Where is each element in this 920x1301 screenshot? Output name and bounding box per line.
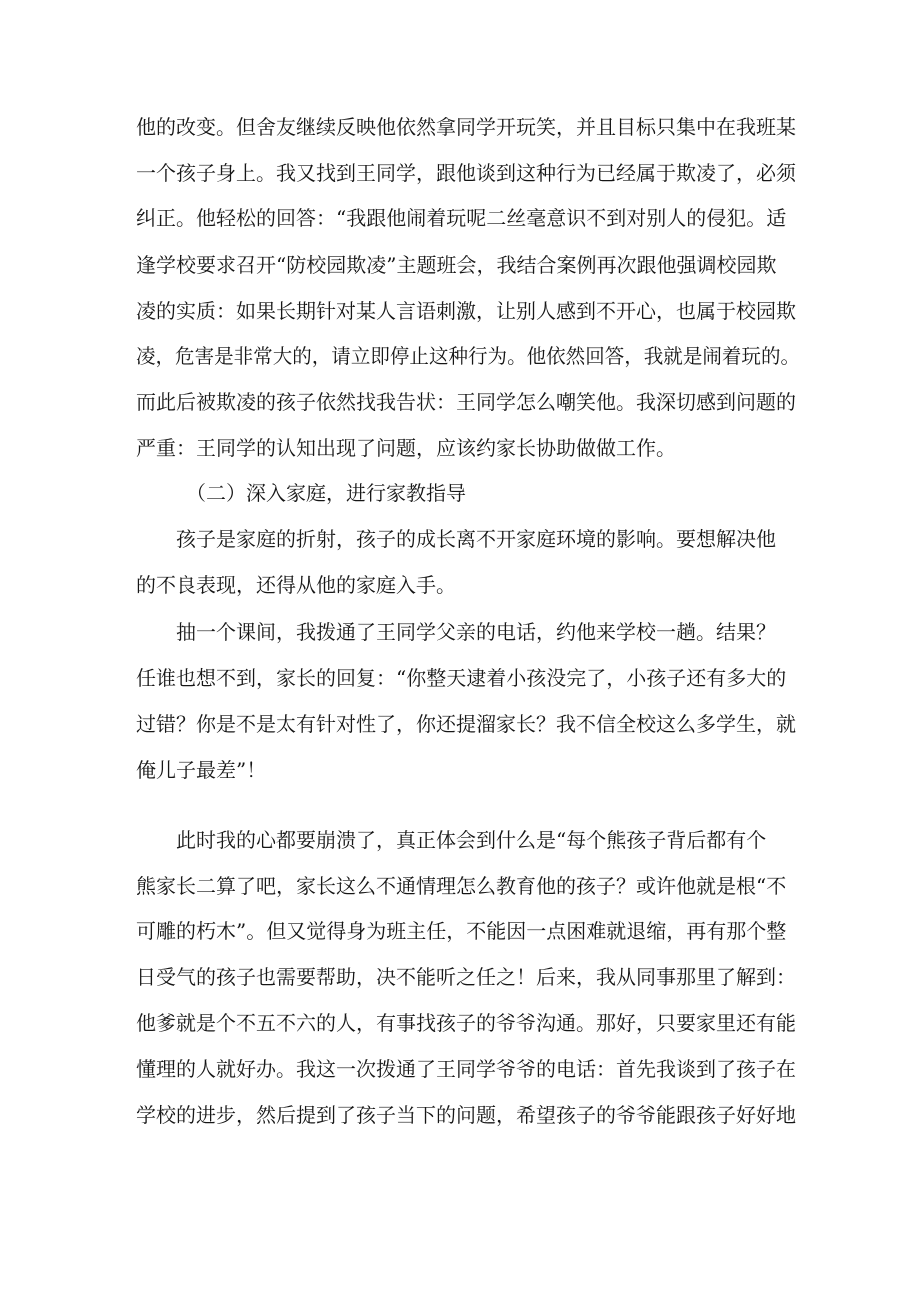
text-line: 他的改变。但舍友继续反映他依然拿同学开玩笑，并且目标只集中在我班某 — [136, 115, 796, 139]
text-line: 抽一个课间，我拨通了王同学父亲的电话，约他来学校一趟。结果？ — [176, 620, 776, 644]
text-line: 的不良表现，还得从他的家庭入手。 — [136, 573, 456, 597]
text-line: 过错？你是不是太有针对性了，你还提溜家长？我不信全校这么多学生，就 — [136, 712, 796, 736]
text-line: 懂理的人就好办。我这一次拨通了王同学爷爷的电话：首先我谈到了孩子在 — [136, 1057, 796, 1081]
text-line: 凌，危害是非常大的，请立即停止这种行为。他依然回答，我就是闹着玩的。 — [136, 344, 801, 368]
text-line: 日受气的孩子也需要帮助，决不能听之任之！后来，我从同事那里了解到： — [136, 965, 796, 989]
text-line: 此时我的心都要崩溃了，真正体会到什么是“每个熊孩子背后都有个 — [176, 828, 767, 852]
text-line: 逢学校要求召开“防校园欺凌”主题班会，我结合案例再次跟他强调校园欺 — [136, 253, 777, 277]
text-line: 凌的实质：如果长期针对某人言语刺激，让别人感到不开心，也属于校园欺 — [136, 299, 796, 323]
text-line: 一个孩子身上。我又找到王同学，跟他谈到这种行为已经属于欺凌了，必须 — [136, 161, 796, 185]
section-heading: （二）深入家庭，进行家教指导 — [186, 481, 466, 505]
text-line: 任谁也想不到，家长的回复：“你整天逮着小孩没完了，小孩子还有多大的 — [136, 666, 787, 690]
text-line: 严重：王同学的认知出现了问题，应该约家长协助做做工作。 — [136, 436, 676, 460]
text-line: 熊家长二算了吧，家长这么不通情理怎么教育他的孩子？或许他就是根“不 — [136, 874, 787, 898]
text-line: 学校的进步，然后提到了孩子当下的问题，希望孩子的爷爷能跟孩子好好地 — [136, 1103, 796, 1127]
text-line: 而此后被欺凌的孩子依然找我告状：王同学怎么嘲笑他。我深切感到问题的 — [136, 390, 796, 414]
text-line: 俺儿子最差”！ — [136, 758, 267, 782]
text-line: 纠正。他轻松的回答：“我跟他闹着玩呢二丝毫意识不到对别人的侵犯。适 — [136, 206, 787, 230]
text-line: 孩子是家庭的折射，孩子的成长离不开家庭环境的影响。要想解决他 — [176, 527, 776, 551]
text-line: 可雕的朽木”。但又觉得身为班主任，不能因一点困难就退缩，再有那个整 — [136, 919, 787, 943]
text-line: 他爹就是个不五不六的人，有事找孩子的爷爷沟通。那好，只要家里还有能 — [136, 1011, 796, 1035]
